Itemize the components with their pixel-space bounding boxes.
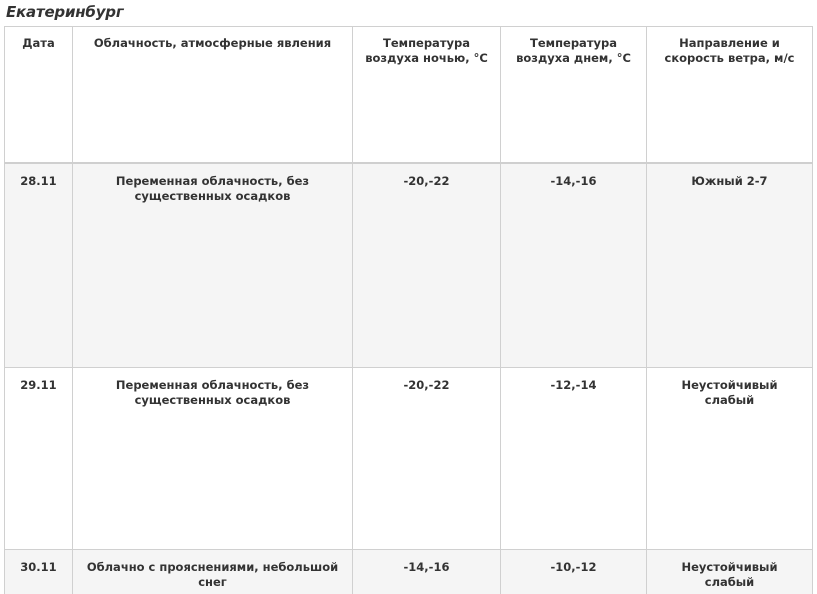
forecast-table <box>4 26 813 594</box>
cell-conditions: Переменная облачность, без существенных осадков <box>73 163 353 368</box>
cell-conditions: Переменная облачность, без существенных осадков <box>73 368 353 550</box>
cell-date: 29.11 <box>5 368 73 550</box>
cell-day-temp: -10,-12 <box>501 550 647 594</box>
table-row <box>5 368 813 550</box>
cell-day-temp: -12,-14 <box>501 368 647 550</box>
table-row <box>5 550 813 594</box>
cell-conditions: Облачно с прояснениями, небольшой снег <box>73 550 353 594</box>
table-header-row <box>5 27 813 164</box>
header-night-temp: Температура воздуха ночью, °С <box>353 27 501 164</box>
cell-night-temp: -20,-22 <box>353 368 501 550</box>
cell-date: 30.11 <box>5 550 73 594</box>
cell-wind: Неустойчивый слабый <box>647 550 813 594</box>
header-conditions: Облачность, атмосферные явления <box>73 27 353 164</box>
city-title: Екатеринбург <box>6 3 124 21</box>
table-row <box>5 163 813 368</box>
cell-night-temp: -14,-16 <box>353 550 501 594</box>
header-wind: Направление и скорость ветра, м/с <box>647 27 813 164</box>
cell-day-temp: -14,-16 <box>501 163 647 368</box>
cell-wind: Неустойчивый слабый <box>647 368 813 550</box>
cell-night-temp: -20,-22 <box>353 163 501 368</box>
header-day-temp: Температура воздуха днем, °С <box>501 27 647 164</box>
header-date: Дата <box>5 27 73 164</box>
cell-wind: Южный 2-7 <box>647 163 813 368</box>
cell-date: 28.11 <box>5 163 73 368</box>
